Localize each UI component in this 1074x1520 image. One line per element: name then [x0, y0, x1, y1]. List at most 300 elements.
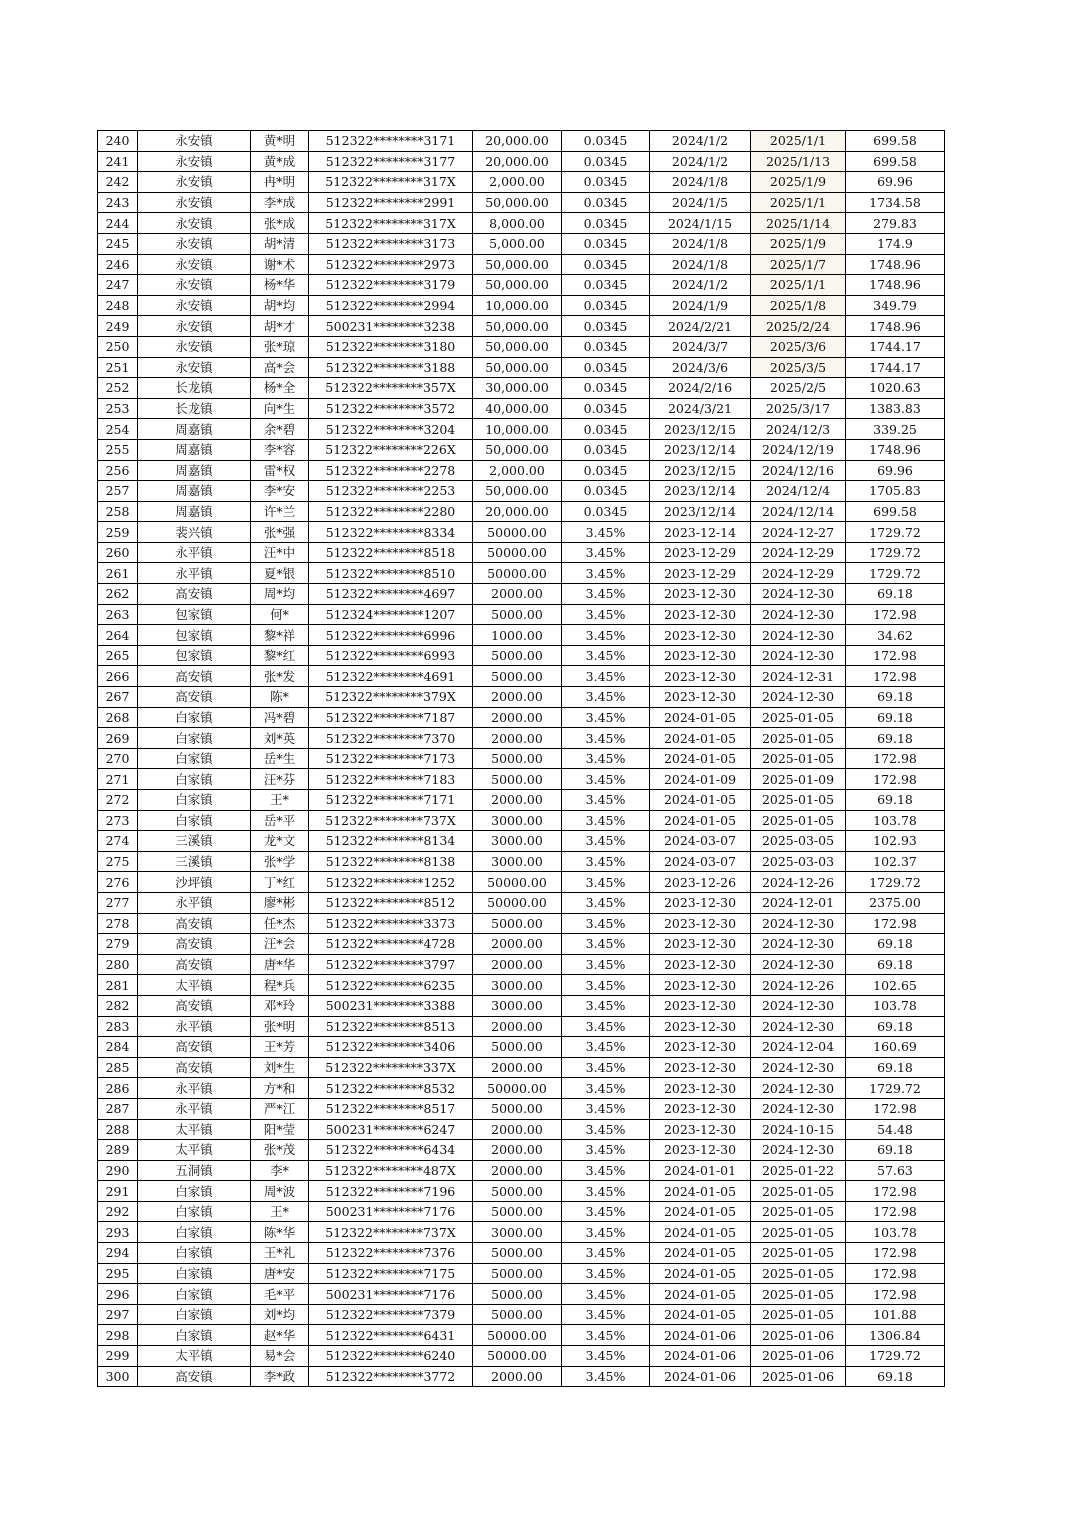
id-number-cell: 512322********1252	[309, 872, 473, 893]
borrower-name-cell: 许*兰	[251, 501, 309, 522]
start-date-cell: 2023-12-30	[650, 1140, 751, 1161]
loan-amount-cell: 50,000.00	[473, 275, 562, 296]
id-number-cell: 500231********7176	[309, 1201, 473, 1222]
interest-rate-cell: 3.45%	[562, 645, 650, 666]
interest-rate-cell: 0.0345	[562, 357, 650, 378]
end-date-cell: 2024/12/4	[751, 481, 846, 502]
id-number-cell: 512322********8518	[309, 542, 473, 563]
interest-cell: 69.18	[846, 728, 945, 749]
loan-amount-cell: 2000.00	[473, 1160, 562, 1181]
row-number-cell: 279	[98, 934, 138, 955]
row-number-cell: 299	[98, 1346, 138, 1367]
row-number-cell: 298	[98, 1325, 138, 1346]
interest-rate-cell: 3.45%	[562, 831, 650, 852]
borrower-name-cell: 王*礼	[251, 1243, 309, 1264]
interest-cell: 172.98	[846, 1243, 945, 1264]
interest-cell: 1306.84	[846, 1325, 945, 1346]
loan-amount-cell: 40,000.00	[473, 398, 562, 419]
interest-cell: 69.18	[846, 954, 945, 975]
table-row	[98, 1160, 945, 1181]
table-row	[98, 460, 945, 481]
borrower-name-cell: 李*	[251, 1160, 309, 1181]
interest-rate-cell: 0.0345	[562, 460, 650, 481]
town-cell: 白家镇	[138, 1284, 251, 1305]
borrower-name-cell: 张*琼	[251, 336, 309, 357]
interest-cell: 69.96	[846, 460, 945, 481]
town-cell: 高安镇	[138, 687, 251, 708]
row-number-cell: 282	[98, 995, 138, 1016]
interest-rate-cell: 3.45%	[562, 1263, 650, 1284]
end-date-cell: 2025/2/5	[751, 378, 846, 399]
row-number-cell: 264	[98, 625, 138, 646]
borrower-name-cell: 冯*碧	[251, 707, 309, 728]
town-cell: 太平镇	[138, 1140, 251, 1161]
loan-amount-cell: 5000.00	[473, 1181, 562, 1202]
end-date-cell: 2025/1/8	[751, 295, 846, 316]
interest-cell: 172.98	[846, 748, 945, 769]
end-date-cell: 2025-01-05	[751, 1222, 846, 1243]
interest-rate-cell: 0.0345	[562, 172, 650, 193]
borrower-name-cell: 黎*祥	[251, 625, 309, 646]
loan-records-table	[97, 130, 945, 1387]
town-cell: 永安镇	[138, 131, 251, 152]
row-number-cell: 277	[98, 892, 138, 913]
loan-amount-cell: 5000.00	[473, 645, 562, 666]
row-number-cell: 281	[98, 975, 138, 996]
start-date-cell: 2023-12-30	[650, 1119, 751, 1140]
table-row	[98, 233, 945, 254]
id-number-cell: 512322********737X	[309, 1222, 473, 1243]
loan-amount-cell: 3000.00	[473, 810, 562, 831]
start-date-cell: 2024-01-01	[650, 1160, 751, 1181]
table-row	[98, 995, 945, 1016]
table-row	[98, 1346, 945, 1367]
end-date-cell: 2025/2/24	[751, 316, 846, 337]
town-cell: 高安镇	[138, 954, 251, 975]
interest-cell: 172.98	[846, 1263, 945, 1284]
table-row	[98, 501, 945, 522]
start-date-cell: 2023-12-30	[650, 995, 751, 1016]
borrower-name-cell: 陈*华	[251, 1222, 309, 1243]
end-date-cell: 2024-12-26	[751, 872, 846, 893]
borrower-name-cell: 严*江	[251, 1098, 309, 1119]
row-number-cell: 285	[98, 1057, 138, 1078]
table-row	[98, 131, 945, 152]
interest-cell: 69.18	[846, 584, 945, 605]
end-date-cell: 2025-01-05	[751, 1263, 846, 1284]
borrower-name-cell: 汪*中	[251, 542, 309, 563]
interest-rate-cell: 3.45%	[562, 1140, 650, 1161]
interest-cell: 1729.72	[846, 522, 945, 543]
id-number-cell: 512322********3177	[309, 151, 473, 172]
borrower-name-cell: 张*明	[251, 1016, 309, 1037]
interest-cell: 699.58	[846, 151, 945, 172]
table-row	[98, 872, 945, 893]
interest-rate-cell: 3.45%	[562, 913, 650, 934]
table-row	[98, 213, 945, 234]
id-number-cell: 512322********226X	[309, 439, 473, 460]
row-number-cell: 271	[98, 769, 138, 790]
start-date-cell: 2024-01-09	[650, 769, 751, 790]
town-cell: 高安镇	[138, 913, 251, 934]
loan-amount-cell: 20,000.00	[473, 151, 562, 172]
town-cell: 包家镇	[138, 625, 251, 646]
id-number-cell: 512322********7173	[309, 748, 473, 769]
borrower-name-cell: 高*会	[251, 357, 309, 378]
id-number-cell: 512322********6240	[309, 1346, 473, 1367]
table-row	[98, 975, 945, 996]
borrower-name-cell: 唐*华	[251, 954, 309, 975]
end-date-cell: 2024-12-04	[751, 1037, 846, 1058]
interest-cell: 172.98	[846, 1098, 945, 1119]
town-cell: 周嘉镇	[138, 460, 251, 481]
id-number-cell: 512322********2253	[309, 481, 473, 502]
table-row	[98, 728, 945, 749]
interest-cell: 349.79	[846, 295, 945, 316]
interest-rate-cell: 3.45%	[562, 584, 650, 605]
interest-cell: 1729.72	[846, 1346, 945, 1367]
row-number-cell: 272	[98, 790, 138, 811]
loan-amount-cell: 5000.00	[473, 1037, 562, 1058]
loan-amount-cell: 2000.00	[473, 790, 562, 811]
row-number-cell: 259	[98, 522, 138, 543]
end-date-cell: 2025/1/1	[751, 131, 846, 152]
town-cell: 周嘉镇	[138, 439, 251, 460]
borrower-name-cell: 程*兵	[251, 975, 309, 996]
row-number-cell: 276	[98, 872, 138, 893]
town-cell: 五洞镇	[138, 1160, 251, 1181]
loan-amount-cell: 20,000.00	[473, 131, 562, 152]
loan-amount-cell: 50000.00	[473, 563, 562, 584]
end-date-cell: 2025-01-06	[751, 1346, 846, 1367]
start-date-cell: 2024/1/2	[650, 275, 751, 296]
table-row	[98, 1325, 945, 1346]
town-cell: 白家镇	[138, 1181, 251, 1202]
start-date-cell: 2023-12-30	[650, 1098, 751, 1119]
borrower-name-cell: 张*茂	[251, 1140, 309, 1161]
interest-cell: 172.98	[846, 1181, 945, 1202]
table-row	[98, 419, 945, 440]
row-number-cell: 296	[98, 1284, 138, 1305]
row-number-cell: 262	[98, 584, 138, 605]
town-cell: 周嘉镇	[138, 419, 251, 440]
borrower-name-cell: 何*	[251, 604, 309, 625]
interest-rate-cell: 0.0345	[562, 151, 650, 172]
end-date-cell: 2025/1/9	[751, 233, 846, 254]
loan-amount-cell: 3000.00	[473, 831, 562, 852]
interest-rate-cell: 3.45%	[562, 604, 650, 625]
start-date-cell: 2024/1/5	[650, 192, 751, 213]
town-cell: 白家镇	[138, 1243, 251, 1264]
id-number-cell: 512322********8510	[309, 563, 473, 584]
start-date-cell: 2024/1/8	[650, 254, 751, 275]
table-row	[98, 934, 945, 955]
table-row	[98, 1119, 945, 1140]
end-date-cell: 2025-01-05	[751, 707, 846, 728]
town-cell: 包家镇	[138, 604, 251, 625]
interest-rate-cell: 3.45%	[562, 851, 650, 872]
table-row	[98, 398, 945, 419]
end-date-cell: 2024-12-30	[751, 604, 846, 625]
start-date-cell: 2023-12-30	[650, 584, 751, 605]
id-number-cell: 512322********3373	[309, 913, 473, 934]
interest-cell: 1748.96	[846, 316, 945, 337]
interest-cell: 69.96	[846, 172, 945, 193]
interest-cell: 69.18	[846, 1140, 945, 1161]
row-number-cell: 288	[98, 1119, 138, 1140]
interest-rate-cell: 3.45%	[562, 707, 650, 728]
start-date-cell: 2024/3/6	[650, 357, 751, 378]
borrower-name-cell: 李*安	[251, 481, 309, 502]
id-number-cell: 512322********487X	[309, 1160, 473, 1181]
loan-amount-cell: 2000.00	[473, 687, 562, 708]
table-row	[98, 151, 945, 172]
id-number-cell: 512322********8334	[309, 522, 473, 543]
interest-cell: 172.98	[846, 913, 945, 934]
start-date-cell: 2023-12-26	[650, 872, 751, 893]
loan-amount-cell: 2000.00	[473, 707, 562, 728]
interest-rate-cell: 3.45%	[562, 1222, 650, 1243]
id-number-cell: 512322********7175	[309, 1263, 473, 1284]
interest-cell: 172.98	[846, 769, 945, 790]
row-number-cell: 256	[98, 460, 138, 481]
row-number-cell: 268	[98, 707, 138, 728]
borrower-name-cell: 阳*莹	[251, 1119, 309, 1140]
start-date-cell: 2023-12-30	[650, 1057, 751, 1078]
interest-rate-cell: 0.0345	[562, 419, 650, 440]
start-date-cell: 2023-12-30	[650, 687, 751, 708]
start-date-cell: 2024-01-05	[650, 728, 751, 749]
loan-amount-cell: 5000.00	[473, 769, 562, 790]
row-number-cell: 260	[98, 542, 138, 563]
town-cell: 永安镇	[138, 275, 251, 296]
end-date-cell: 2025-03-05	[751, 831, 846, 852]
loan-amount-cell: 5000.00	[473, 1284, 562, 1305]
start-date-cell: 2023-12-30	[650, 975, 751, 996]
interest-cell: 69.18	[846, 1057, 945, 1078]
table-row	[98, 316, 945, 337]
town-cell: 永安镇	[138, 316, 251, 337]
id-number-cell: 512322********6434	[309, 1140, 473, 1161]
end-date-cell: 2025/1/14	[751, 213, 846, 234]
id-number-cell: 512322********2994	[309, 295, 473, 316]
start-date-cell: 2023-12-14	[650, 522, 751, 543]
borrower-name-cell: 周*波	[251, 1181, 309, 1202]
interest-rate-cell: 0.0345	[562, 131, 650, 152]
borrower-name-cell: 杨*全	[251, 378, 309, 399]
town-cell: 白家镇	[138, 790, 251, 811]
row-number-cell: 291	[98, 1181, 138, 1202]
interest-cell: 103.78	[846, 1222, 945, 1243]
id-number-cell: 512322********2973	[309, 254, 473, 275]
loan-amount-cell: 5000.00	[473, 1304, 562, 1325]
start-date-cell: 2024/1/8	[650, 233, 751, 254]
end-date-cell: 2024-10-15	[751, 1119, 846, 1140]
town-cell: 永安镇	[138, 213, 251, 234]
end-date-cell: 2024/12/16	[751, 460, 846, 481]
end-date-cell: 2024-12-27	[751, 522, 846, 543]
row-number-cell: 293	[98, 1222, 138, 1243]
table-row	[98, 563, 945, 584]
row-number-cell: 273	[98, 810, 138, 831]
row-number-cell: 248	[98, 295, 138, 316]
end-date-cell: 2025-01-05	[751, 1243, 846, 1264]
id-number-cell: 512322********3173	[309, 233, 473, 254]
table-row	[98, 954, 945, 975]
end-date-cell: 2025-01-22	[751, 1160, 846, 1181]
town-cell: 白家镇	[138, 728, 251, 749]
row-number-cell: 243	[98, 192, 138, 213]
interest-rate-cell: 3.45%	[562, 1016, 650, 1037]
town-cell: 高安镇	[138, 1037, 251, 1058]
interest-rate-cell: 0.0345	[562, 481, 650, 502]
interest-rate-cell: 3.45%	[562, 1284, 650, 1305]
row-number-cell: 244	[98, 213, 138, 234]
table-row	[98, 748, 945, 769]
loan-amount-cell: 2000.00	[473, 1016, 562, 1037]
town-cell: 永安镇	[138, 336, 251, 357]
loan-amount-cell: 5000.00	[473, 1243, 562, 1264]
interest-cell: 1744.17	[846, 336, 945, 357]
interest-rate-cell: 3.45%	[562, 1201, 650, 1222]
id-number-cell: 512322********7370	[309, 728, 473, 749]
town-cell: 白家镇	[138, 1201, 251, 1222]
interest-cell: 172.98	[846, 1284, 945, 1305]
table-row	[98, 481, 945, 502]
borrower-name-cell: 李*成	[251, 192, 309, 213]
loan-amount-cell: 20,000.00	[473, 501, 562, 522]
interest-cell: 2375.00	[846, 892, 945, 913]
row-number-cell: 270	[98, 748, 138, 769]
id-number-cell: 500231********6247	[309, 1119, 473, 1140]
row-number-cell: 261	[98, 563, 138, 584]
interest-cell: 699.58	[846, 501, 945, 522]
start-date-cell: 2024-01-06	[650, 1366, 751, 1387]
loan-amount-cell: 50,000.00	[473, 192, 562, 213]
borrower-name-cell: 黄*明	[251, 131, 309, 152]
start-date-cell: 2024-01-05	[650, 790, 751, 811]
start-date-cell: 2023-12-30	[650, 625, 751, 646]
table-row	[98, 192, 945, 213]
loan-amount-cell: 5000.00	[473, 666, 562, 687]
row-number-cell: 245	[98, 233, 138, 254]
id-number-cell: 512322********3171	[309, 131, 473, 152]
borrower-name-cell: 岳*生	[251, 748, 309, 769]
row-number-cell: 280	[98, 954, 138, 975]
row-number-cell: 284	[98, 1037, 138, 1058]
row-number-cell: 251	[98, 357, 138, 378]
start-date-cell: 2023-12-30	[650, 1078, 751, 1099]
interest-rate-cell: 0.0345	[562, 398, 650, 419]
town-cell: 白家镇	[138, 769, 251, 790]
interest-cell: 69.18	[846, 790, 945, 811]
start-date-cell: 2023-12-30	[650, 645, 751, 666]
id-number-cell: 512322********317X	[309, 213, 473, 234]
id-number-cell: 512322********3179	[309, 275, 473, 296]
borrower-name-cell: 刘*英	[251, 728, 309, 749]
id-number-cell: 512322********357X	[309, 378, 473, 399]
row-number-cell: 240	[98, 131, 138, 152]
end-date-cell: 2025-03-03	[751, 851, 846, 872]
start-date-cell: 2023-12-29	[650, 542, 751, 563]
table-row	[98, 645, 945, 666]
loan-amount-cell: 50,000.00	[473, 481, 562, 502]
start-date-cell: 2024-01-05	[650, 1222, 751, 1243]
interest-cell: 1383.83	[846, 398, 945, 419]
town-cell: 白家镇	[138, 1325, 251, 1346]
borrower-name-cell: 方*和	[251, 1078, 309, 1099]
interest-cell: 57.63	[846, 1160, 945, 1181]
row-number-cell: 263	[98, 604, 138, 625]
end-date-cell: 2024-12-30	[751, 1057, 846, 1078]
row-number-cell: 269	[98, 728, 138, 749]
table-row	[98, 913, 945, 934]
interest-cell: 102.37	[846, 851, 945, 872]
id-number-cell: 512322********4691	[309, 666, 473, 687]
table-row	[98, 1057, 945, 1078]
id-number-cell: 512322********7196	[309, 1181, 473, 1202]
end-date-cell: 2024-12-30	[751, 687, 846, 708]
borrower-name-cell: 廖*彬	[251, 892, 309, 913]
start-date-cell: 2024-01-05	[650, 1304, 751, 1325]
interest-cell: 102.93	[846, 831, 945, 852]
table-row	[98, 604, 945, 625]
start-date-cell: 2023/12/14	[650, 439, 751, 460]
id-number-cell: 512322********7376	[309, 1243, 473, 1264]
table-row	[98, 687, 945, 708]
row-number-cell: 265	[98, 645, 138, 666]
loan-amount-cell: 2000.00	[473, 954, 562, 975]
start-date-cell: 2024-01-05	[650, 1263, 751, 1284]
end-date-cell: 2024-12-30	[751, 954, 846, 975]
start-date-cell: 2024-01-06	[650, 1346, 751, 1367]
id-number-cell: 512322********2278	[309, 460, 473, 481]
interest-rate-cell: 3.45%	[562, 810, 650, 831]
id-number-cell: 512322********8138	[309, 851, 473, 872]
town-cell: 高安镇	[138, 584, 251, 605]
town-cell: 三溪镇	[138, 831, 251, 852]
town-cell: 永安镇	[138, 172, 251, 193]
start-date-cell: 2023-12-29	[650, 563, 751, 584]
table-row	[98, 1284, 945, 1305]
start-date-cell: 2024-03-07	[650, 831, 751, 852]
loan-amount-cell: 3000.00	[473, 851, 562, 872]
id-number-cell: 512322********7183	[309, 769, 473, 790]
end-date-cell: 2025-01-05	[751, 1304, 846, 1325]
interest-rate-cell: 3.45%	[562, 1304, 650, 1325]
loan-amount-cell: 2,000.00	[473, 460, 562, 481]
end-date-cell: 2025-01-06	[751, 1325, 846, 1346]
start-date-cell: 2024-01-05	[650, 1181, 751, 1202]
town-cell: 高安镇	[138, 1366, 251, 1387]
loan-amount-cell: 2000.00	[473, 584, 562, 605]
start-date-cell: 2024-03-07	[650, 851, 751, 872]
end-date-cell: 2024-12-26	[751, 975, 846, 996]
row-number-cell: 267	[98, 687, 138, 708]
loan-amount-cell: 5000.00	[473, 1098, 562, 1119]
interest-rate-cell: 3.45%	[562, 954, 650, 975]
borrower-name-cell: 向*生	[251, 398, 309, 419]
interest-cell: 101.88	[846, 1304, 945, 1325]
row-number-cell: 292	[98, 1201, 138, 1222]
table-row	[98, 254, 945, 275]
id-number-cell: 512322********7187	[309, 707, 473, 728]
borrower-name-cell: 张*成	[251, 213, 309, 234]
interest-rate-cell: 3.45%	[562, 1346, 650, 1367]
loan-amount-cell: 2000.00	[473, 1140, 562, 1161]
end-date-cell: 2024-12-30	[751, 1098, 846, 1119]
id-number-cell: 512322********6431	[309, 1325, 473, 1346]
